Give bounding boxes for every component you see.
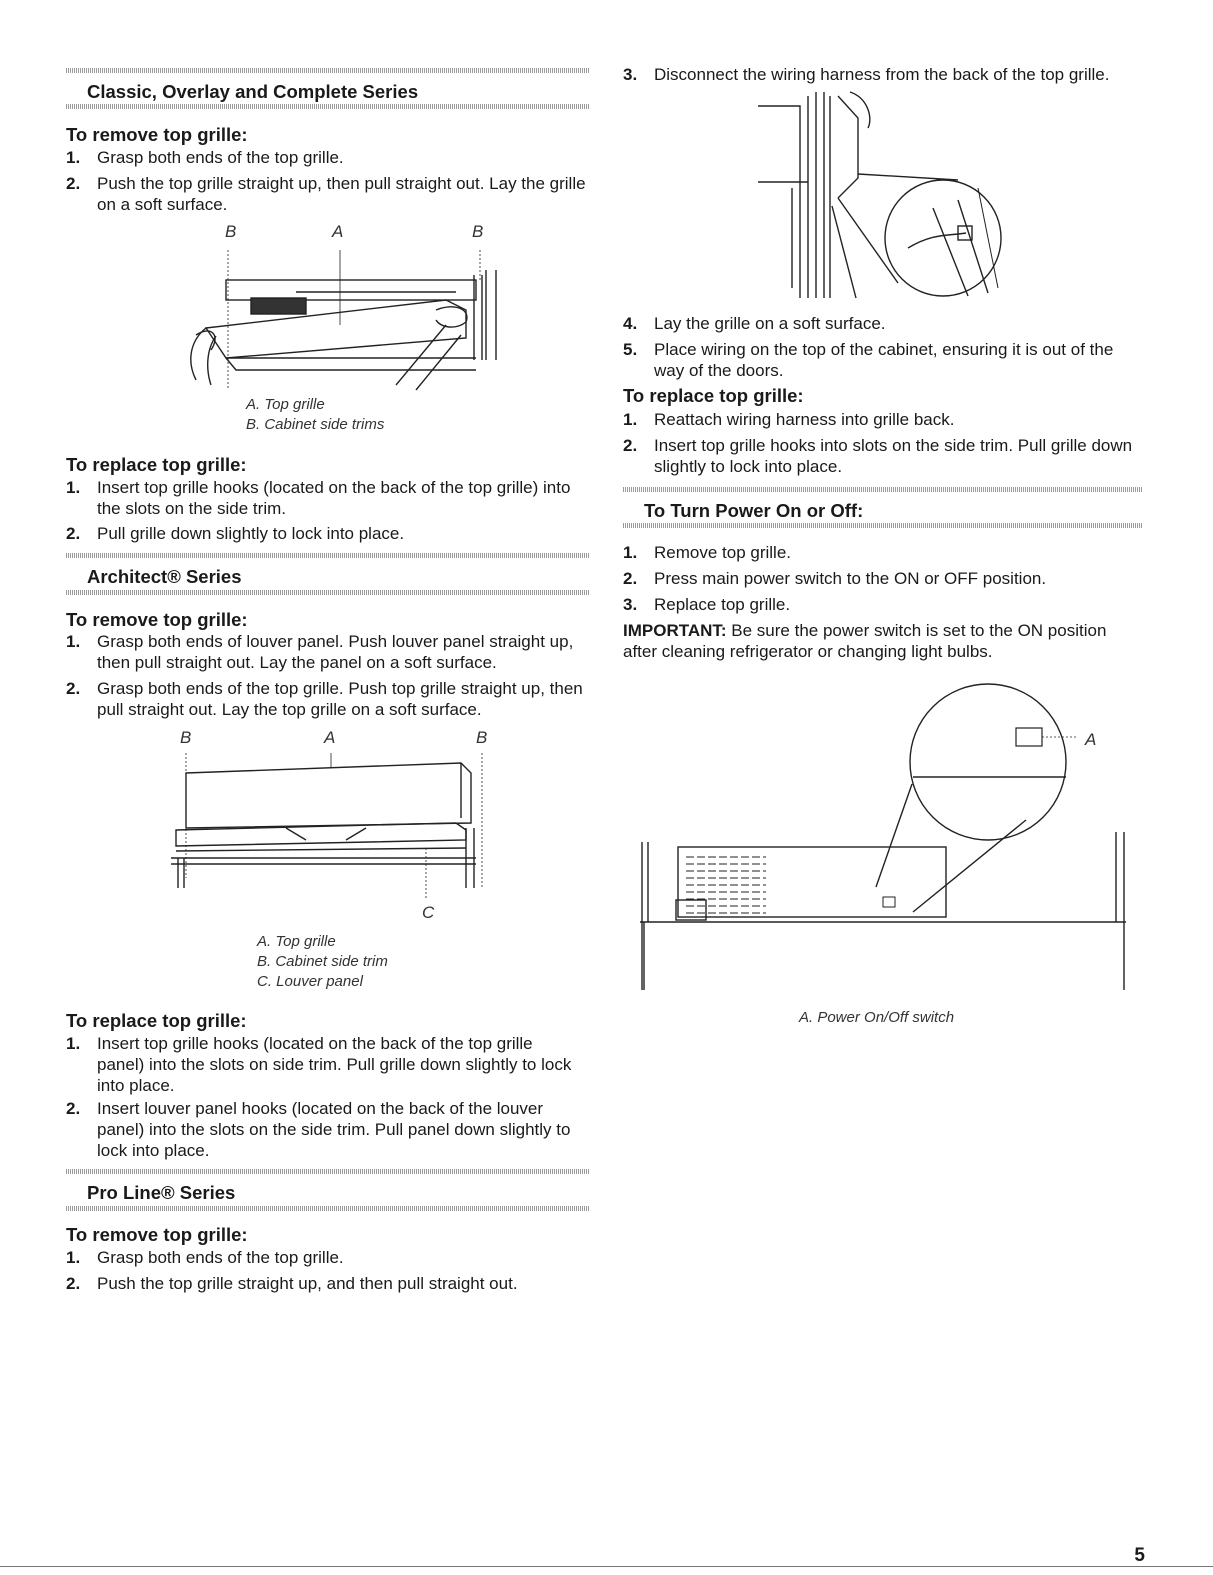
- footer-rule: [0, 1566, 1213, 1567]
- figure-caption: A. Power On/Off switch: [799, 1009, 955, 1026]
- remove-heading: To remove top grille:: [66, 609, 248, 630]
- figure-caption: B. Cabinet side trims: [246, 416, 385, 433]
- section-rule: [623, 523, 1143, 528]
- important-note: IMPORTANT: Be sure the power switch is set to the ON position after cleaning refrigerator or changing light bulbs.: [623, 621, 1107, 661]
- section-rule: [66, 104, 590, 109]
- figure-label-b: B: [225, 222, 237, 241]
- section-title-proline: Pro Line® Series: [87, 1182, 236, 1203]
- page-number: 5: [1134, 1545, 1145, 1566]
- section-title-power: To Turn Power On or Off:: [644, 500, 864, 521]
- section-rule: [66, 553, 590, 558]
- figure-label-c: C: [422, 903, 435, 922]
- section-rule: [66, 590, 590, 595]
- figure-label-b: B: [472, 222, 484, 241]
- figure-caption: C. Louver panel: [257, 973, 363, 990]
- section-rule: [66, 1206, 590, 1211]
- section-title-classic: Classic, Overlay and Complete Series: [87, 81, 419, 102]
- figure-label-a: A: [324, 728, 336, 747]
- remove-heading: To remove top grille:: [66, 1224, 248, 1245]
- section-title-architect: Architect® Series: [87, 566, 242, 587]
- louver-panel-illustration: [166, 748, 486, 908]
- top-grille-removal-illustration: [166, 240, 496, 400]
- section-rule: [66, 1169, 590, 1174]
- figure-label-b: B: [476, 728, 488, 747]
- replace-heading: To replace top grille:: [623, 385, 804, 406]
- figure-caption: A. Top grille: [257, 933, 336, 950]
- figure-caption: A. Top grille: [246, 396, 325, 413]
- replace-heading: To replace top grille:: [66, 454, 247, 475]
- section-rule: [66, 68, 590, 73]
- figure-label-a: A: [1085, 730, 1097, 749]
- figure-caption: B. Cabinet side trim: [257, 953, 388, 970]
- figure-label-b: B: [180, 728, 192, 747]
- power-switch-illustration: [638, 672, 1148, 992]
- wiring-harness-illustration: [758, 88, 1028, 308]
- figure-label-a: A: [332, 222, 344, 241]
- remove-heading: To remove top grille:: [66, 124, 248, 145]
- section-rule: [623, 487, 1143, 492]
- replace-heading: To replace top grille:: [66, 1010, 247, 1031]
